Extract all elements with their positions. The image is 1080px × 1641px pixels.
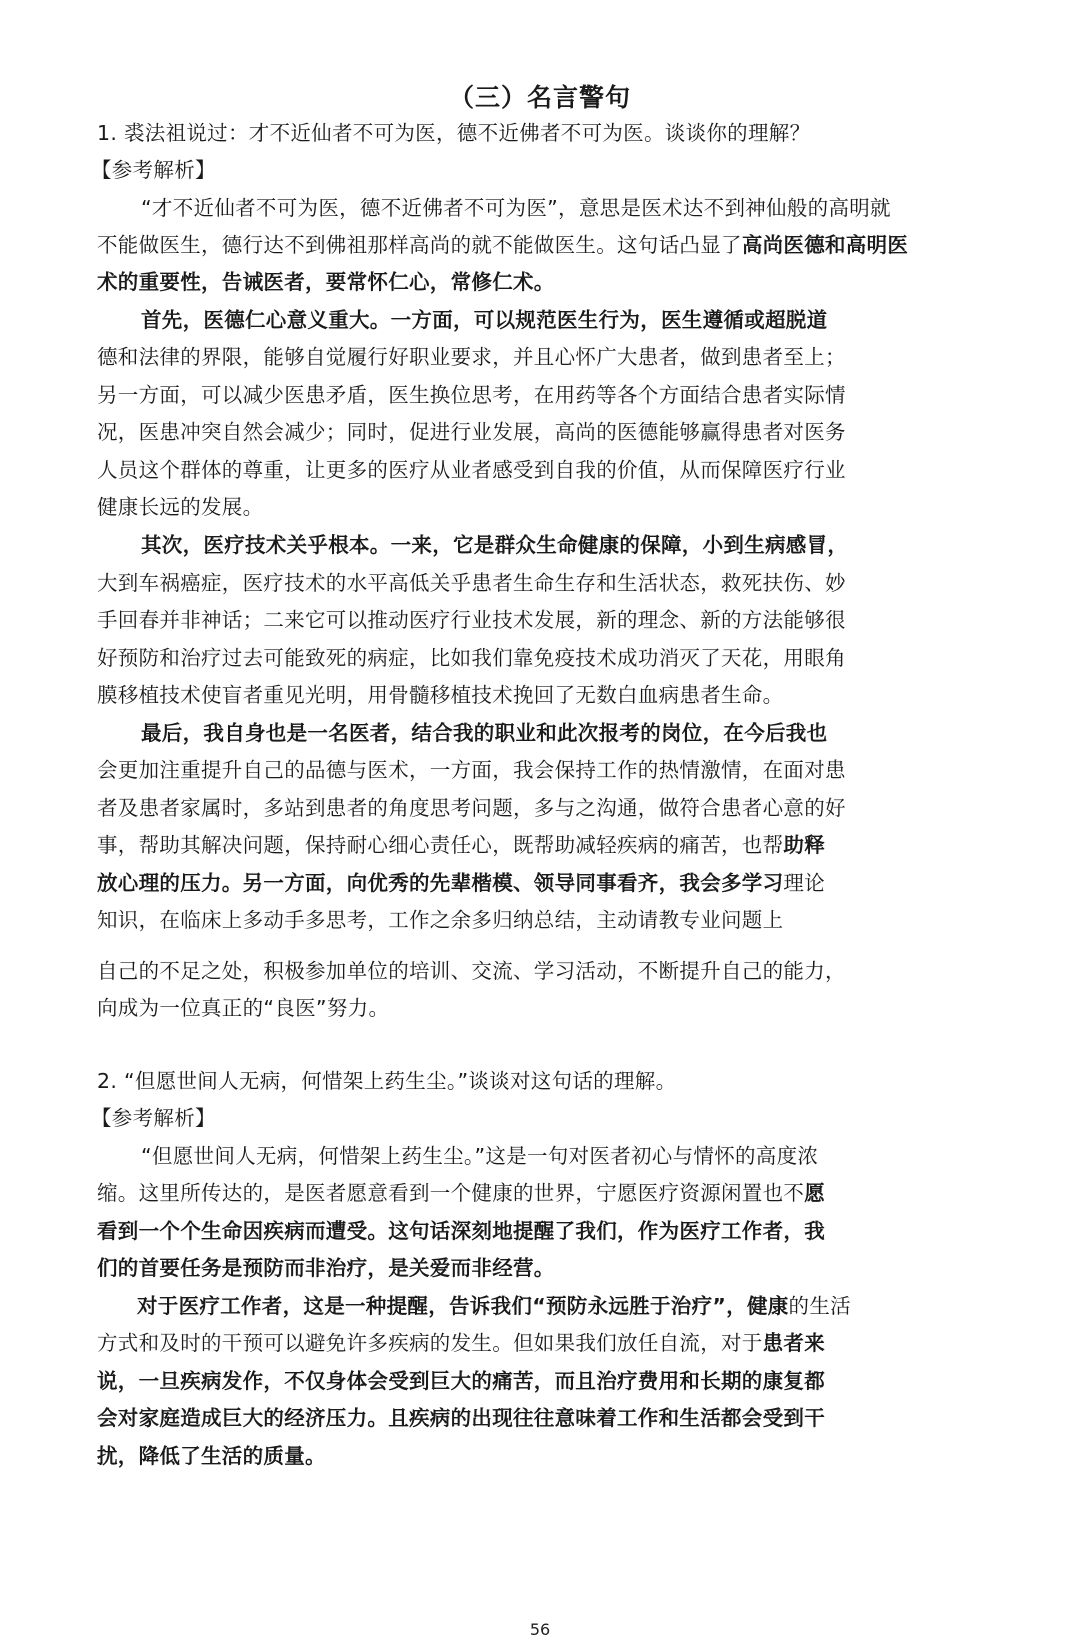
text-line <box>97 643 977 673</box>
text-line <box>97 342 977 372</box>
text-line <box>97 1216 977 1246</box>
bold-text-run: 说，一旦疾病发作，不仅身体会受到巨大的痛苦，而且治疗费用和长期的康复都 <box>97 1369 825 1393</box>
text-line <box>97 417 977 447</box>
text-run: 膜移植技术使盲者重见光明，用骨髓移植技术挽回了无数白血病患者生命。 <box>97 683 784 707</box>
bold-text-run: 患者来 <box>762 1331 826 1355</box>
text-line <box>97 1441 977 1471</box>
text-run: 事，帮助其解决问题，保持耐心细心责任心，既帮助减轻疾病的痛苦，也帮 <box>97 833 784 857</box>
text-line <box>97 830 977 860</box>
text-run: “但愿世间人无病，何惜架上药生尘。”这是一句对医者初心与情怀的高度浓 <box>141 1144 819 1168</box>
text-line <box>97 905 977 935</box>
bold-text-run: 会对家庭造成巨大的经济压力。且疾病的出现往往意味着工作和生活都会受到干 <box>97 1406 825 1430</box>
text-run: 手回春并非神话；二来它可以推动医疗行业技术发展，新的理念、新的方法能够很 <box>97 608 846 632</box>
bold-text-run: 最后，我自身也是一名医者，结合我的职业和此次报考的岗位，在今后我也 <box>141 721 828 745</box>
text-line <box>97 718 1021 748</box>
text-run: 会更加注重提升自己的品德与医术，一方面，我会保持工作的热情激情，在面对患 <box>97 758 846 782</box>
text-line <box>97 380 977 410</box>
bold-text-run: 首先，医德仁心意义重大。一方面，可以规范医生行为，医生遵循或超脱道 <box>141 308 828 332</box>
text-line <box>91 155 971 185</box>
bold-text-run: 其次，医疗技术关乎根本。一来，它是群众生命健康的保障，小到生病感冒， <box>141 533 849 557</box>
text-run: 况，医患冲突自然会减少；同时，促进行业发展，高尚的医德能够赢得患者对医务 <box>97 420 846 444</box>
bold-text-run: 助释 <box>783 833 826 857</box>
bold-text-run: 高尚医德和高明医 <box>741 233 909 257</box>
text-run: 【参考解析】 <box>91 1106 216 1130</box>
text-run: 大到车祸癌症，医疗技术的水平高低关乎患者生命生存和生活状态，救死扶伤、妙 <box>97 571 846 595</box>
text-run: 知识，在临床上多动手多思考，工作之余多归纳总结，主动请教专业问题上 <box>97 908 784 932</box>
bold-text-run: 放心理的压力。另一方面，向优秀的先辈楷模、领导同事看齐，我会多学习 <box>97 871 784 895</box>
text-run: 自己的不足之处，积极参加单位的培训、交流、学习活动，不断提升自己的能力， <box>97 959 846 983</box>
text-run: 向成为一位真正的“良医”努力。 <box>97 996 390 1020</box>
text-run: 缩。这里所传达的，是医者愿意看到一个健康的世界，宁愿医疗资源闲置也不 <box>97 1181 805 1205</box>
text-run: 健康长远的发展。 <box>97 495 264 519</box>
text-line <box>97 1253 977 1283</box>
bold-text-run: 对于医疗工作者，这是一种提醒，告诉我们“预防永远胜于治疗”，健康 <box>137 1294 789 1318</box>
text-run: 不能做医生，德行达不到佛祖那样高尚的就不能做医生。这句话凸显了 <box>97 233 742 257</box>
text-run: 另一方面，可以减少医患矛盾，医生换位思考，在用药等各个方面结合患者实际情 <box>97 383 846 407</box>
section-title: （三）名言警句 <box>448 83 631 112</box>
bold-text-run: 愿 <box>804 1181 826 1205</box>
text-line <box>97 118 977 148</box>
bold-text-run: 看到一个个生命因疾病而遭受。这句话深刻地提醒了我们，作为医疗工作者，我 <box>97 1219 825 1243</box>
text-line <box>97 1066 977 1096</box>
text-line <box>97 1366 977 1396</box>
text-run: 德和法律的界限，能够自觉履行好职业要求，并且心怀广大患者，做到患者至上； <box>97 345 846 369</box>
text-run: 【参考解析】 <box>91 158 216 182</box>
text-line <box>97 1328 977 1358</box>
text-line <box>97 1178 977 1208</box>
text-line <box>97 230 977 260</box>
text-line <box>91 1103 971 1133</box>
page-number: 56 <box>529 1620 551 1639</box>
text-run: 好预防和治疗过去可能致死的病症，比如我们靠免疫技术成功消灭了天花，用眼角 <box>97 646 846 670</box>
text-line <box>97 1403 977 1433</box>
text-run: 者及患者家属时，多站到患者的角度思考问题，多与之沟通，做符合患者心意的好 <box>97 796 846 820</box>
text-line <box>97 305 1021 335</box>
text-line <box>97 530 1021 560</box>
text-line <box>97 1141 1021 1171</box>
text-line <box>97 993 977 1023</box>
text-run: 方式和及时的干预可以避免许多疾病的发生。但如果我们放任自流，对于 <box>97 1331 763 1355</box>
text-line <box>97 492 977 522</box>
bold-text-run: 扰，降低了生活的质量。 <box>97 1444 326 1468</box>
text-run: 的生活 <box>788 1294 851 1318</box>
text-line <box>97 680 977 710</box>
bold-text-run: 术的重要性，告诫医者，要常怀仁心，常修仁术。 <box>97 270 555 294</box>
text-line <box>97 568 977 598</box>
text-line <box>97 455 977 485</box>
text-line <box>97 793 977 823</box>
text-line <box>97 267 977 297</box>
text-line <box>97 605 977 635</box>
text-line <box>97 1291 1017 1321</box>
text-run: 1. 裘法祖说过：才不近仙者不可为医，德不近佛者不可为医。谈谈你的理解？ <box>97 121 811 145</box>
text-run: 人员这个群体的尊重，让更多的医疗从业者感受到自我的价值，从而保障医疗行业 <box>97 458 846 482</box>
text-run: “才不近仙者不可为医，德不近佛者不可为医”，意思是医术达不到神仙般的高明就 <box>141 196 891 220</box>
text-line <box>97 956 977 986</box>
bold-text-run: 们的首要任务是预防而非治疗，是关爱而非经营。 <box>97 1256 555 1280</box>
text-run: 理论 <box>783 871 826 895</box>
text-line <box>97 193 1021 223</box>
text-run: 2. “但愿世间人无病，何惜架上药生尘。”谈谈对这句话的理解。 <box>97 1069 677 1093</box>
text-line <box>97 868 977 898</box>
text-line <box>97 755 977 785</box>
